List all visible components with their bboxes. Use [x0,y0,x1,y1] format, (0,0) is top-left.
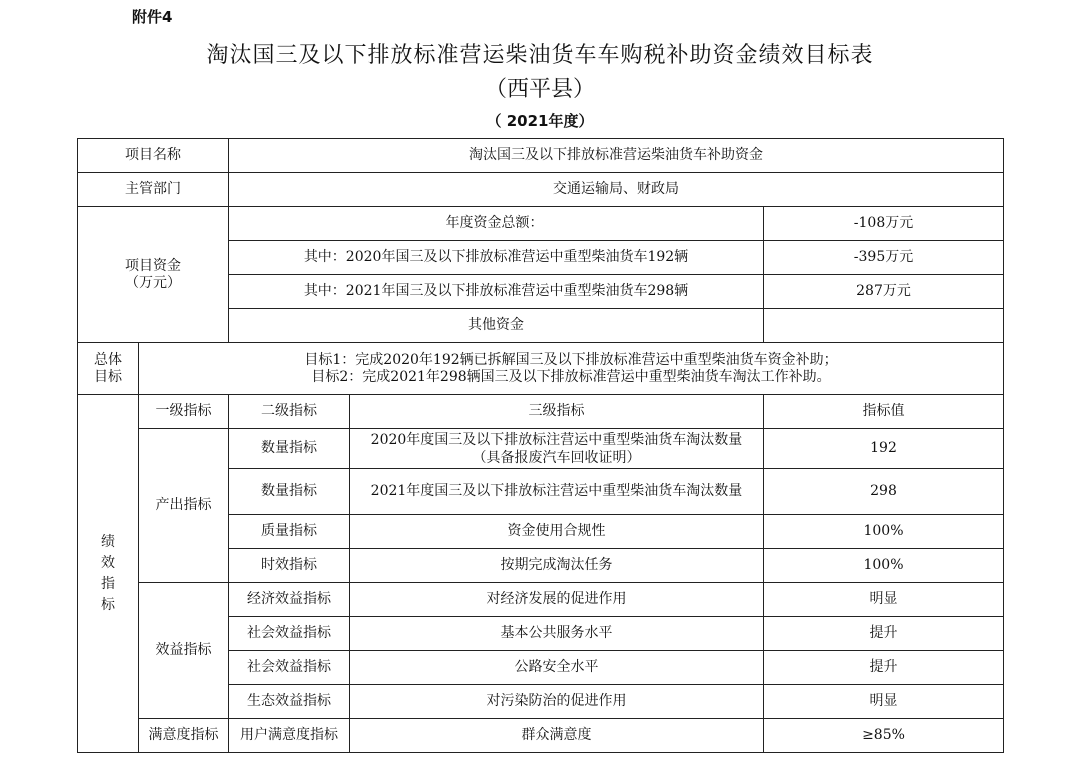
indicator-level2: 时效指标 [229,549,350,583]
indicator-value: 明显 [764,685,1004,719]
goals-row [78,343,1004,395]
funds-total-label: 年度资金总额： [229,207,764,241]
header-level1: 一级指标 [139,395,229,429]
indicator-header-row [78,395,1004,429]
goal-2: 目标2：完成2021年298辆国三及以下排放标准营运中重型柴油货车淘汰工作补助。 [311,368,831,385]
satisfaction-label: 满意度指标 [139,719,229,753]
indicator-row [78,719,1004,753]
output-label: 产出指标 [139,429,229,583]
indicator-level3: 公路安全水平 [350,651,764,685]
page-subtitle: （西平县） [484,77,595,102]
funds-label-cell [78,207,229,343]
funds-label: 项目资金 [125,257,181,274]
indicator-level3 [350,429,764,469]
indicator-value: ≥85% [764,719,1004,753]
performance-target-table [77,138,1004,753]
project-name-row [78,139,1004,173]
indicator-level3: 群众满意度 [350,719,764,753]
indicator-level3: 按期完成淘汰任务 [350,549,764,583]
department-value: 交通运输局、财政局 [229,173,1004,207]
indicator-level3-line2: （具备报废汽车回收证明） [472,449,641,466]
indicator-level3: 基本公共服务水平 [350,617,764,651]
goals-text-cell [139,343,1004,395]
funds-2021-label: 其中：2021年国三及以下排放标准营运中重型柴油货车298辆 [229,275,764,309]
department-label: 主管部门 [78,173,229,207]
funds-row [78,207,1004,241]
project-name-label: 项目名称 [78,139,229,173]
goals-label-line2: 目标 [94,368,122,385]
indicator-level2: 质量指标 [229,515,350,549]
indicator-level3: 资金使用合规性 [350,515,764,549]
indicator-level2: 经济效益指标 [229,583,350,617]
funds-other-value [764,309,1004,343]
indicator-level2: 数量指标 [229,429,350,469]
page-title: 淘汰国三及以下排放标准营运柴油货车车购税补助资金绩效目标表 [206,43,874,68]
header-level3: 三级指标 [350,395,764,429]
indicator-row [78,583,1004,617]
department-row [78,173,1004,207]
indicator-level3: 对经济发展的促进作用 [350,583,764,617]
performance-label: 绩效指标 [101,533,115,613]
indicator-value: 100% [764,549,1004,583]
effect-label: 效益指标 [139,583,229,719]
indicator-level2: 用户满意度指标 [229,719,350,753]
header-level2: 二级指标 [229,395,350,429]
funds-other-label: 其他资金 [229,309,764,343]
goal-1: 目标1：完成2020年192辆已拆解国三及以下排放标准营运中重型柴油货车资金补助； [304,351,838,368]
performance-label-cell [78,395,139,753]
indicator-row [78,429,1004,469]
funds-unit: （万元） [125,274,181,291]
indicator-value: 100% [764,515,1004,549]
indicator-level3-line1: 2020年度国三及以下排放标注营运中重型柴油货车淘汰数量 [370,431,743,448]
indicator-level2: 生态效益指标 [229,685,350,719]
indicator-value: 明显 [764,583,1004,617]
attachment-label: 附件4 [132,8,173,26]
funds-2020-value: -395万元 [764,241,1004,275]
indicator-level3: 对污染防治的促进作用 [350,685,764,719]
goals-label-cell [78,343,139,395]
indicator-value: 提升 [764,617,1004,651]
indicator-value: 192 [764,429,1004,469]
year-label: （ 2021年度） [486,112,594,130]
header-value: 指标值 [764,395,1004,429]
goals-label-line1: 总体 [94,351,122,368]
indicator-level2: 社会效益指标 [229,617,350,651]
funds-2021-value: 287万元 [764,275,1004,309]
funds-2020-label: 其中：2020年国三及以下排放标准营运中重型柴油货车192辆 [229,241,764,275]
project-name-value: 淘汰国三及以下排放标准营运柴油货车补助资金 [229,139,1004,173]
indicator-value: 提升 [764,651,1004,685]
indicator-level3: 2021年度国三及以下排放标注营运中重型柴油货车淘汰数量 [350,469,764,515]
indicator-value: 298 [764,469,1004,515]
funds-total-value: -108万元 [764,207,1004,241]
indicator-level2: 社会效益指标 [229,651,350,685]
indicator-level2: 数量指标 [229,469,350,515]
